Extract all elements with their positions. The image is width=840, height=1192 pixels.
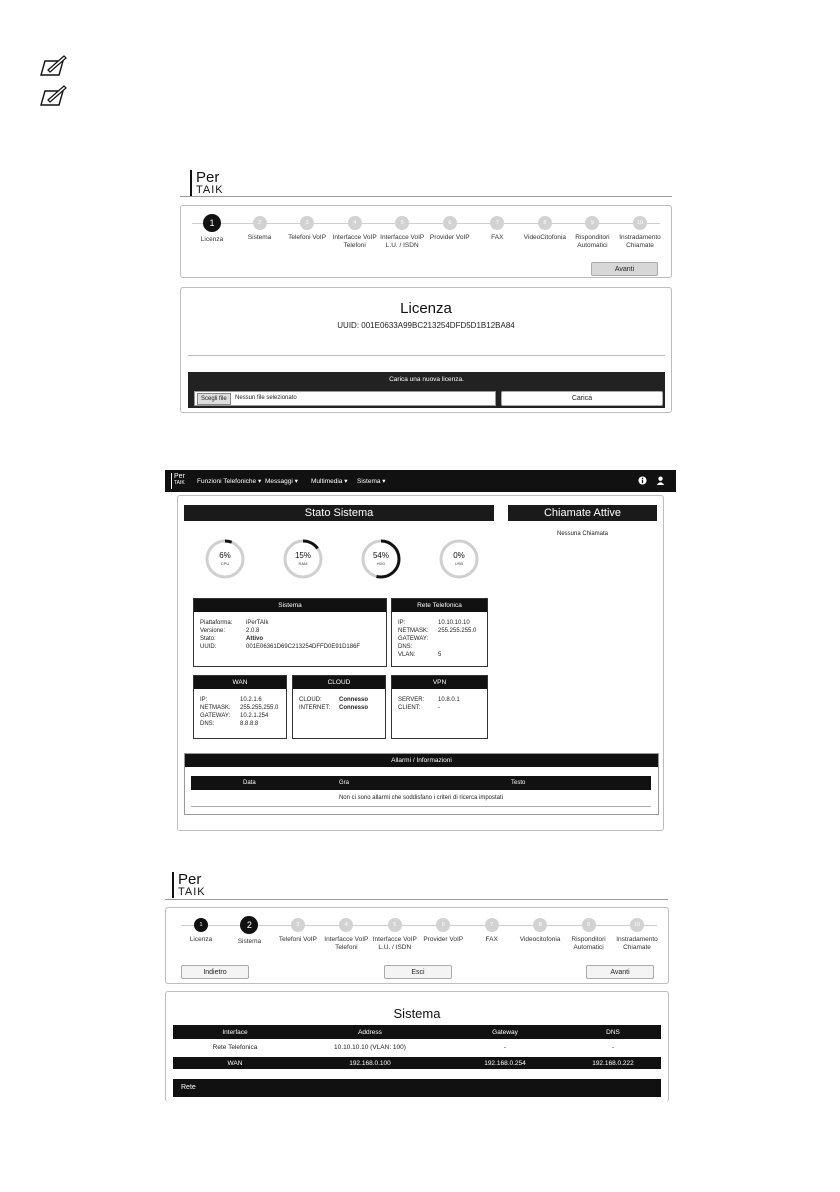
nav-multimedia[interactable]: Multimedia ▾ [311,478,348,485]
table-cell: - [611,1044,615,1051]
table-cell: WAN [227,1060,243,1067]
column-header: Gra [339,780,350,786]
info-value: 10.2.1.6 [240,697,262,703]
logo: Per TAIK [172,872,202,898]
info-key: GATEWAY: [200,713,231,719]
box-title: Allarmi / Informazioni [185,754,658,767]
gauge-ram [282,538,324,580]
stato-sistema-title: Stato Sistema [184,505,494,521]
step-label: Licenza [189,936,213,943]
info-key: GATEWAY: [398,636,429,642]
step-number: 8 [538,216,552,230]
info-value: 8.8.8.8 [240,721,259,727]
step-number: 4 [348,216,362,230]
column-header: Data [243,780,256,786]
wan-box [193,675,287,739]
info-value: 10.10.10.10 [438,620,470,626]
step-label: Telefoni VoIP [288,234,327,241]
note-pencil-icon [38,85,68,109]
rete-section-header[interactable] [173,1079,661,1097]
gauge-percent: 54% [372,551,389,560]
info-value: 255.255.255.0 [240,705,279,711]
info-value: 001E06361D69C213254DFFD0E91D186F [246,644,361,650]
table-cell: 10.10.10.10 (VLAN: 100) [334,1044,406,1051]
info-key: VLAN: [398,652,416,658]
step-number: 4 [339,918,353,932]
dashboard-panel [177,495,664,831]
license-panel [180,287,672,413]
info-key: IP: [398,620,406,626]
info-value: iPerTAIk [246,620,269,626]
info-key: Stato: [200,636,216,642]
step-number: 9 [582,918,596,932]
gauge-percent: 6% [219,551,231,560]
gauge-percent: 0% [453,551,465,560]
info-value: 5 [438,652,442,658]
step-label: Interfacce VoIP Telefoni [332,234,377,249]
note-pencil-icon [38,55,68,79]
allarmi-table-header [191,776,651,790]
wizard-panel [165,907,669,984]
step-number: 3 [300,216,314,230]
choose-file-button[interactable]: Scegli file [197,393,231,405]
table-cell: 192.168.0.222 [592,1060,634,1067]
step-number: 8 [533,918,547,932]
logo: Per TAIK [171,473,187,489]
header-divider [180,196,672,197]
gauge-percent: 15% [294,551,311,560]
logo: Per TAIK [190,170,220,196]
box-title: Sistema [194,599,386,612]
step-label: Sistema [237,938,262,945]
info-key: IP: [200,697,208,703]
license-uuid: UUID: 001E0633A99BC213254DFD5D1B12BA84 [337,321,515,330]
info-key: UUID: [200,644,217,650]
info-key: Piattaforma: [200,620,233,626]
column-header: DNS [606,1029,620,1036]
info-key: INTERNET: [299,705,331,711]
user-icon[interactable] [656,476,665,485]
header-divider [165,899,668,900]
table-cell: Rete Telefonica [212,1044,258,1051]
step-label: FAX [485,936,498,943]
chiamate-attive-title: Chiamate Attive [508,505,657,521]
table-row[interactable] [173,1043,661,1055]
nav-funzioni-telefoniche[interactable]: Funzioni Telefoniche ▾ [197,478,262,485]
upload-button[interactable]: Carica [501,391,663,406]
info-key: Versione: [200,628,226,634]
box-title: WAN [194,676,286,689]
section-title: Rete [181,1084,196,1091]
box-title: CLOUD [293,676,385,689]
info-key: CLOUD: [299,697,322,703]
step-label: Interfacce VoIP L.U. / ISDN [372,936,417,951]
step-label: Interfacce VoIP L.U. / ISDN [380,234,425,249]
table-cell: 192.168.0.254 [484,1060,526,1067]
page-title: Licenza [400,300,452,317]
gauge-label: USB [454,561,464,566]
step-label: VideoCitofonia [523,234,566,241]
step-label: Telefoni VoIP [278,936,317,943]
nav-messaggi[interactable]: Messaggi ▾ [265,478,298,485]
caret-down-icon: ▾ [257,478,262,485]
caret-down-icon: ▾ [294,478,298,485]
no-file-label: Nessun file selezionato [235,395,297,401]
step-label: Risponditori Automatici [575,234,610,249]
back-button[interactable]: Indietro [181,965,249,979]
info-value: 255.255.255.0 [438,628,477,634]
step-number: 7 [485,918,499,932]
no-calls-label: Nessuna Chiamata [556,531,609,537]
vpn-box [391,675,488,739]
step-label: Instradamento Chiamate [619,234,661,249]
info-key: SERVER: [398,697,425,703]
allarmi-box [184,753,659,815]
info-value: 10.8.0.1 [438,697,460,703]
wizard-step-10[interactable] [610,216,670,250]
sistema-box [193,598,387,667]
caret-down-icon: ▾ [344,478,348,485]
page-title: Sistema [393,1006,441,1021]
info-value: Connesso [339,697,369,703]
gauge-label: RAM [298,561,308,566]
info-key: DNS: [200,721,215,727]
gauge-hdd [360,538,402,580]
upload-header: Carica una nuova licenza. [389,376,464,383]
info-value: 10.2.1.254 [240,713,269,719]
file-input[interactable] [194,391,496,406]
step-label: Videocitofonia [519,936,561,943]
step-label: Provider VoIP [423,936,464,943]
wizard-panel [180,205,672,278]
column-header: Interface [222,1029,248,1036]
exit-button[interactable]: Esci [384,965,452,979]
step-number: 9 [585,216,599,230]
step-label: Licenza [200,236,224,243]
column-header: Address [358,1029,382,1036]
step-number: 1 [203,214,221,232]
gauge-label: HDD [376,561,386,566]
step-label: Interfacce VoIP Telefoni [324,936,369,951]
allarmi-empty-message: Non ci sono allarmi che soddisfano i criteri di ricerca impostati [338,795,504,801]
info-value: 2.0.8 [246,628,260,634]
info-value: Connesso [339,705,369,711]
divider [188,355,665,356]
table-cell: 192.168.0.100 [349,1060,391,1067]
cloud-box [292,675,386,739]
step-number: 2 [240,916,258,934]
wizard-steps [181,216,671,256]
info-key: CLIENT: [398,705,421,711]
step-number: 10 [630,918,644,932]
step-number: 6 [436,918,450,932]
info-icon[interactable] [638,476,647,485]
wizard-step-10[interactable] [607,918,667,952]
info-key: NETMASK: [398,628,429,634]
step-label: FAX [491,234,504,241]
info-value: Attivo [246,636,263,642]
table-row[interactable] [173,1057,661,1069]
step-number: 7 [490,216,504,230]
step-number: 1 [194,918,208,932]
info-value: - [438,705,440,711]
box-title: VPN [392,676,487,689]
caret-down-icon: ▾ [382,478,386,485]
step-number: 5 [395,216,409,230]
column-header: Testo [511,780,526,786]
gauge-label: CPU [220,561,230,566]
step-label: Instradamento Chiamate [616,936,658,951]
step-label: Risponditori Automatici [571,936,606,951]
top-navbar [165,470,676,492]
step-number: 5 [388,918,402,932]
step-number: 10 [633,216,647,230]
step-label: Sistema [247,234,272,241]
wizard-steps [166,918,668,958]
gauge-cpu [204,538,246,580]
info-key: DNS: [398,644,413,650]
table-header [173,1025,661,1039]
next-button[interactable]: Avanti [591,262,658,276]
info-key: NETMASK: [200,705,231,711]
step-number: 2 [253,216,267,230]
upload-bar [188,372,665,408]
column-header: Gateway [492,1029,518,1036]
step-number: 6 [443,216,457,230]
table-cell: - [503,1044,507,1051]
rete-telefonica-box [391,598,488,667]
box-title: Rete Telefonica [392,599,487,612]
step-label: Provider VoIP [429,234,470,241]
next-button[interactable]: Avanti [586,965,654,979]
step-number: 3 [291,918,305,932]
gauge-usb [438,538,480,580]
divider [191,806,651,807]
nav-sistema[interactable]: Sistema ▾ [357,478,386,485]
